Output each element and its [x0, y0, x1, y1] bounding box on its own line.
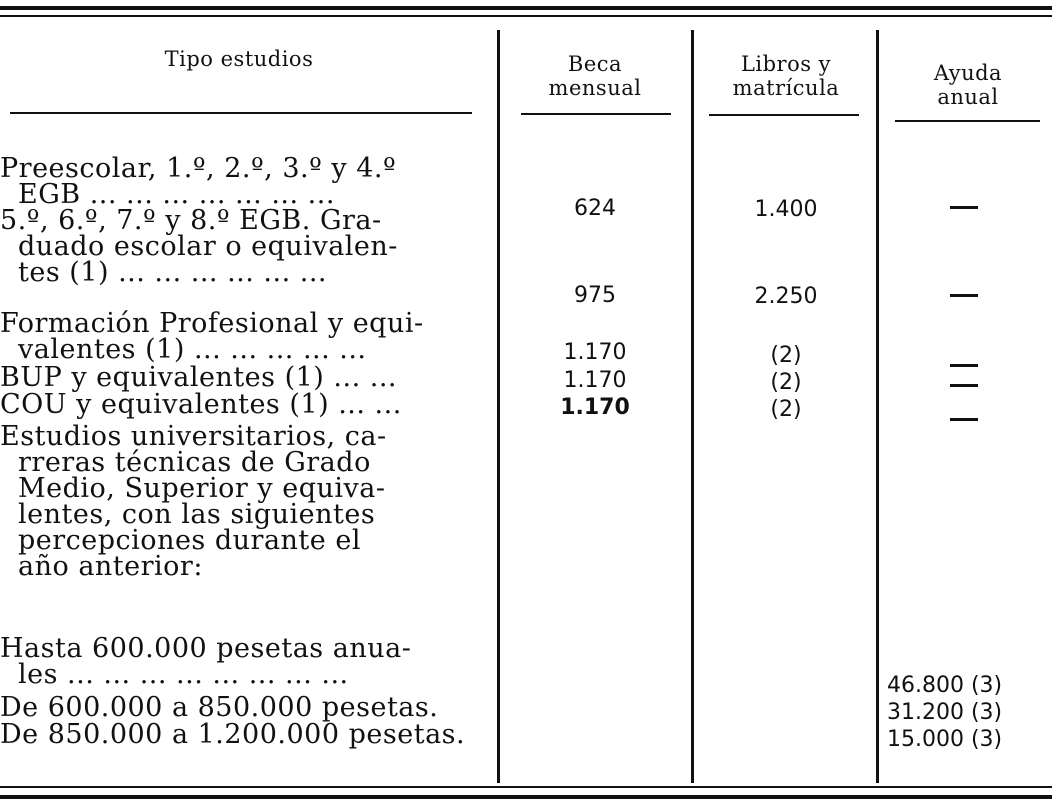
row-3-line-1: Formación Profesional y equi- — [0, 308, 424, 339]
row-5-ayuda-dash — [950, 418, 978, 421]
header-beca-line2: mensual — [548, 76, 642, 100]
row-4-libros: (2) — [770, 370, 802, 395]
row-7-line-1: Hasta 600.000 pesetas anua- — [0, 633, 412, 664]
row-6-line-3: Medio, Superior y equiva- — [18, 473, 386, 504]
row-3-ayuda-dash — [950, 364, 978, 367]
header-libros-line2: matrícula — [732, 76, 840, 100]
row-5-libros: (2) — [770, 397, 802, 422]
row-2-beca: 975 — [574, 283, 616, 308]
row-1-ayuda-dash — [950, 206, 978, 209]
row-7-ayuda: 46.800 (3) — [887, 673, 1003, 698]
row-9-line-1: De 850.000 a 1.200.000 pesetas. — [0, 719, 466, 750]
row-4-line-1: BUP y equivalentes (1) ... ... — [0, 362, 397, 393]
row-7-line-2: les ... ... ... ... ... ... ... ... — [18, 659, 349, 690]
row-3-line-2: valentes (1) ... ... ... ... ... — [18, 334, 367, 365]
row-2-libros: 2.250 — [754, 284, 818, 309]
row-2-line-1: 5.º, 6.º, 7.º y 8.º EGB. Gra- — [0, 205, 382, 236]
row-4-ayuda-dash — [950, 384, 978, 387]
top-rule-thick — [0, 6, 1052, 10]
row-6-line-4: lentes, con las siguientes — [18, 499, 376, 530]
header-ayuda-line1: Ayuda — [933, 61, 1003, 85]
header-libros-underline — [709, 114, 859, 116]
header-beca-underline — [521, 113, 671, 115]
row-1-libros: 1.400 — [754, 197, 818, 222]
top-rule-thin — [0, 15, 1052, 17]
row-2-line-2: duado escolar o equivalen- — [18, 231, 398, 262]
row-6-line-6: año anterior: — [18, 551, 203, 582]
row-5-line-1: COU y equivalentes (1) ... ... — [0, 389, 402, 420]
row-1-beca: 624 — [574, 196, 616, 221]
row-2-line-3: tes (1) ... ... ... ... ... ... — [18, 257, 327, 288]
row-6-line-2: rreras técnicas de Grado — [18, 447, 371, 478]
header-tipo-underline — [10, 112, 472, 114]
row-2-ayuda-dash — [950, 294, 978, 297]
row-6-line-5: percepciones durante el — [18, 525, 361, 556]
row-9-ayuda: 15.000 (3) — [887, 727, 1003, 752]
column-divider-3 — [876, 30, 879, 783]
row-4-beca: 1.170 — [563, 368, 627, 393]
bottom-rule-thin — [0, 786, 1052, 788]
bottom-rule-thick — [0, 795, 1052, 799]
header-tipo-estudios: Tipo estudios — [164, 47, 314, 71]
header-libros-line1: Libros y — [740, 52, 832, 76]
row-6-line-1: Estudios universitarios, ca- — [0, 421, 387, 452]
row-3-beca: 1.170 — [563, 340, 627, 365]
row-5-beca: 1.170 — [560, 395, 630, 420]
column-divider-1 — [497, 30, 500, 783]
column-divider-2 — [691, 30, 694, 783]
row-1-line-1: Preescolar, 1.º, 2.º, 3.º y 4.º — [0, 153, 397, 184]
row-1-line-2: EGB ... ... ... ... ... ... ... — [18, 179, 335, 210]
row-3-libros: (2) — [770, 343, 802, 368]
row-8-ayuda: 31.200 (3) — [887, 700, 1003, 725]
header-ayuda-underline — [895, 120, 1040, 122]
row-8-line-1: De 600.000 a 850.000 pesetas. — [0, 692, 439, 723]
header-beca-line1: Beca — [567, 52, 623, 76]
header-ayuda-line2: anual — [937, 85, 999, 109]
